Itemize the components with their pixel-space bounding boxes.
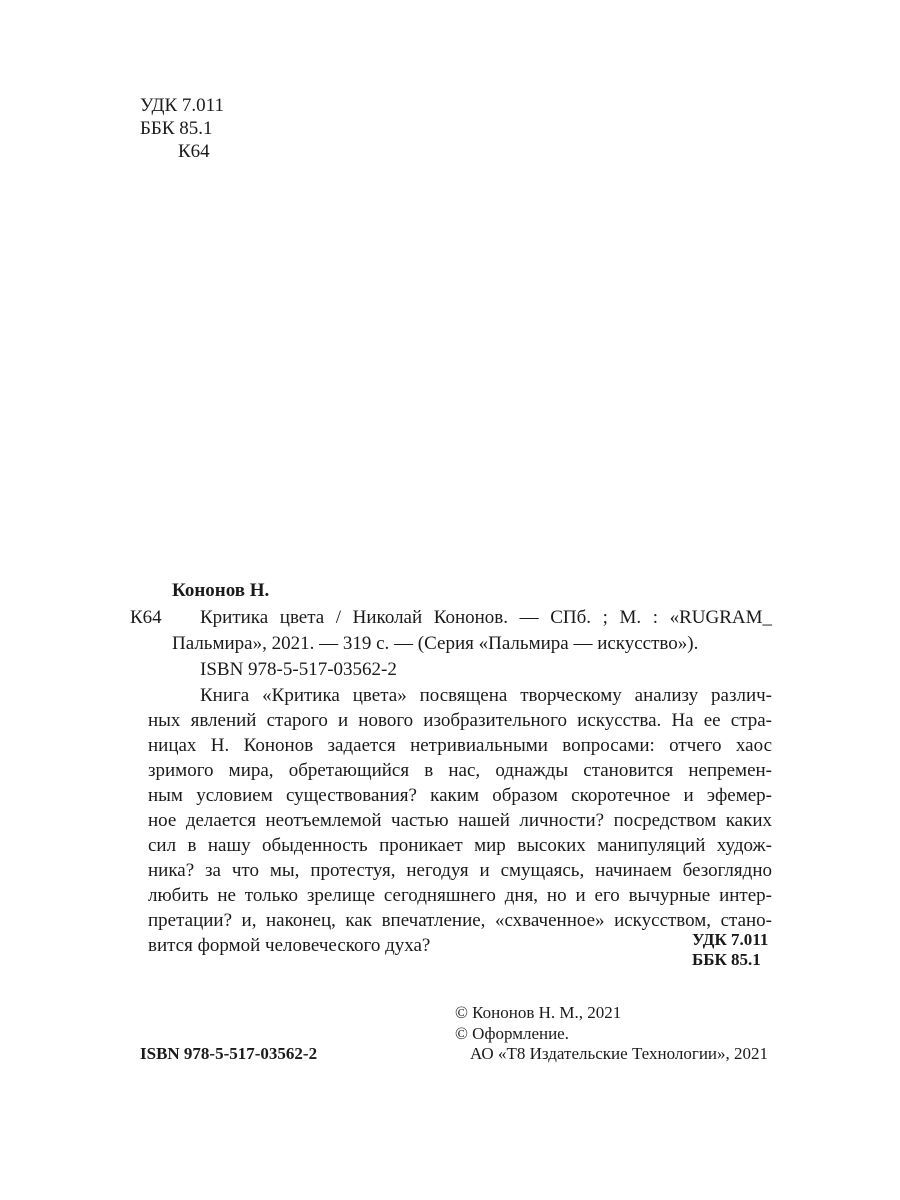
copyright-author: © Кононов Н. М., 2021: [455, 1003, 622, 1022]
udk-code: УДК 7.011: [140, 95, 224, 116]
abstract-line: сил в нашу обыденность проникает мир высоких манипуляций худож-: [148, 835, 772, 856]
abstract-line: ника? за что мы, протестуя, негодуя и смущаясь, начинаем безоглядно: [148, 860, 772, 881]
abstract-line: любить не только зрелище сегодняшнего дня, но и его вычурные интер-: [148, 885, 772, 906]
abstract-line: ницах Н. Кононов задается нетривиальными вопросами: отчего хаос: [148, 735, 772, 756]
bbk-code-bottom: ББК 85.1: [692, 950, 761, 969]
record-author-mark: К64: [130, 607, 162, 628]
abstract-line: Книга «Критика цвета» посвящена творческому анализу различ-: [200, 685, 772, 706]
author-mark: К64: [178, 141, 210, 162]
record-line-1: Критика цвета / Николай Кононов. — СПб. ; М. : «RUGRAM_: [200, 607, 772, 628]
abstract-line: ное делается неотъемлемой частью нашей личности? посредством каких: [148, 810, 772, 831]
copyright-design: © Оформление.: [455, 1024, 569, 1043]
footer-isbn: ISBN 978-5-517-03562-2: [140, 1044, 318, 1063]
record-author: Кононов Н.: [172, 580, 270, 601]
abstract-line: вится формой человеческого духа?: [148, 935, 431, 956]
publisher: АО «Т8 Издательские Технологии», 2021: [470, 1044, 769, 1063]
abstract-line: ных явлений старого и нового изобразительного искусства. На ее стра-: [148, 710, 772, 731]
record-line-2: Пальмира», 2021. — 319 с. — (Серия «Пальмира — искусство»).: [172, 633, 699, 654]
record-isbn: ISBN 978-5-517-03562-2: [200, 659, 397, 680]
abstract-line: ным условием существования? каким образом скоротечное и эфемер-: [148, 785, 772, 806]
bbk-code: ББК 85.1: [140, 118, 213, 139]
abstract-line: претации? и, наконец, как впечатление, «схваченное» искусством, стано-: [148, 910, 772, 931]
abstract-line: зримого мира, обретающийся в нас, однажды становится непремен-: [148, 760, 772, 781]
udk-code-bottom: УДК 7.011: [692, 930, 769, 949]
